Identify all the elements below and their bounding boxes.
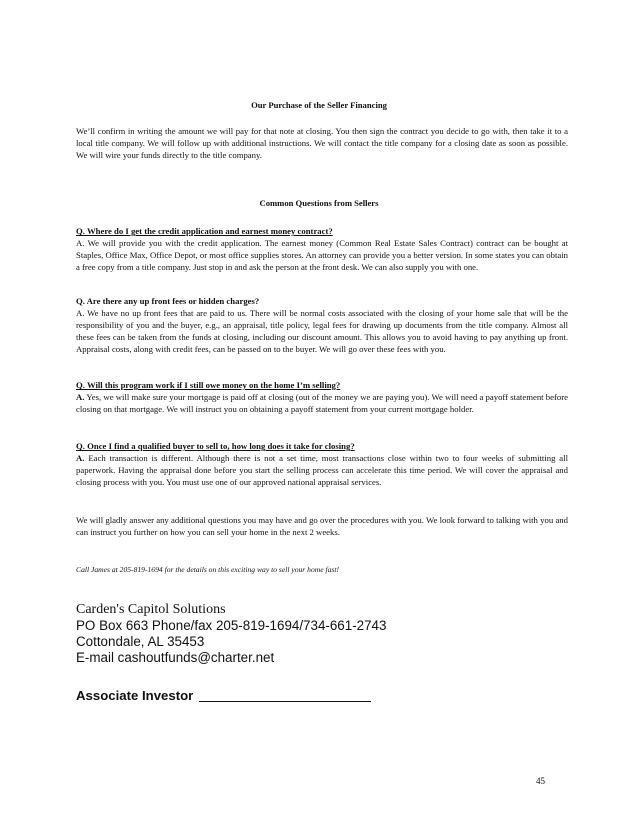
answer-label: A. bbox=[76, 453, 85, 464]
qa-block-closing-time bbox=[76, 440, 568, 488]
page-number: 45 bbox=[536, 776, 545, 786]
associate-investor-field bbox=[76, 688, 371, 703]
qa-block-fees bbox=[76, 295, 568, 355]
section-heading-seller-financing: Our Purchase of the Seller Financing bbox=[251, 100, 387, 110]
contact-city: Cottondale, AL 35453 bbox=[76, 634, 205, 649]
closing-paragraph: We will gladly answer any additional questions you may have and go over the procedures with you. We look forward to talking with you and can instruct you further on how you can sell your home in the next 2 weeks. bbox=[76, 515, 568, 538]
question-text: Q. Are there any up front fees or hidden charges? bbox=[76, 296, 260, 306]
answer-text: Each transaction is different. Although there is not a set time, most transactions close within two to four weeks of submitting all paperwork. Having the appraisal done before you start the selling process can accelerate this time period. We will cover the appraisal and closing process with you. You must use one of our approved national appraisal services. bbox=[76, 453, 568, 488]
qa-block-owe-money bbox=[76, 379, 568, 415]
section-heading-common-questions: Common Questions from Sellers bbox=[259, 198, 379, 208]
answer-text: Yes, we will make sure your mortgage is paid off at closing (out of the money we are paying you). We will need a payoff statement before closing on that mortgage. We will instruct you on obtaining a payoff statement from your current mortgage holder. bbox=[76, 392, 568, 415]
qa-block-credit-application bbox=[76, 225, 568, 273]
seller-financing-paragraph: We’ll confirm in writing the amount we will pay for that note at closing. You then sign the contract you decide to go with, then take it to a local title company. We will follow up with additional instructions. We will contact the title company for a closing date as soon as possible. We will wire your funds directly to the title company. bbox=[76, 126, 568, 161]
answer-text: A. We will provide you with the credit application. The earnest money (Common Real Estate Sales Contract) contract can be bought at Staples, Office Max, Office Depot, or most office supplies stores. An attorney can provide you a better version. In some states you can obtain a free copy from a title company. Just stop in and ask the person at the front desk. We can also supply you with one. bbox=[76, 238, 568, 273]
signature-line bbox=[199, 688, 371, 702]
answer-label: A. bbox=[76, 392, 85, 403]
answer-text: A. We have no up front fees that are paid to us. There will be normal costs associated with the closing of your home sale that will be the responsibility of you and the buyer, e.g., an appraisal, title policy, legal fees for drawing up documents from the title company. Almost all these fees can be taken from the funds at closing, including our discount amount. This allows you to avoid having to pay anything up front. Appraisal costs, along with credit fees, can be passed on to the buyer. We will go over these fees with you. bbox=[76, 308, 568, 355]
contact-company: Carden's Capitol Solutions bbox=[76, 602, 226, 617]
associate-investor-label: Associate Investor bbox=[76, 688, 194, 703]
question-text: Q. Will this program work if I still owe money on the home I’m selling? bbox=[76, 380, 341, 390]
contact-phone: PO Box 663 Phone/fax 205-819-1694/734-661-2743 bbox=[76, 618, 387, 633]
question-text: Q. Where do I get the credit application and earnest money contract? bbox=[76, 226, 333, 236]
question-text: Q. Once I find a qualified buyer to sell to, how long does it take for closing? bbox=[76, 441, 355, 451]
call-line: Call James at 205-819-1694 for the details on this exciting way to sell your home fast! bbox=[76, 565, 340, 574]
contact-email: E-mail cashoutfunds@charter.net bbox=[76, 650, 275, 665]
